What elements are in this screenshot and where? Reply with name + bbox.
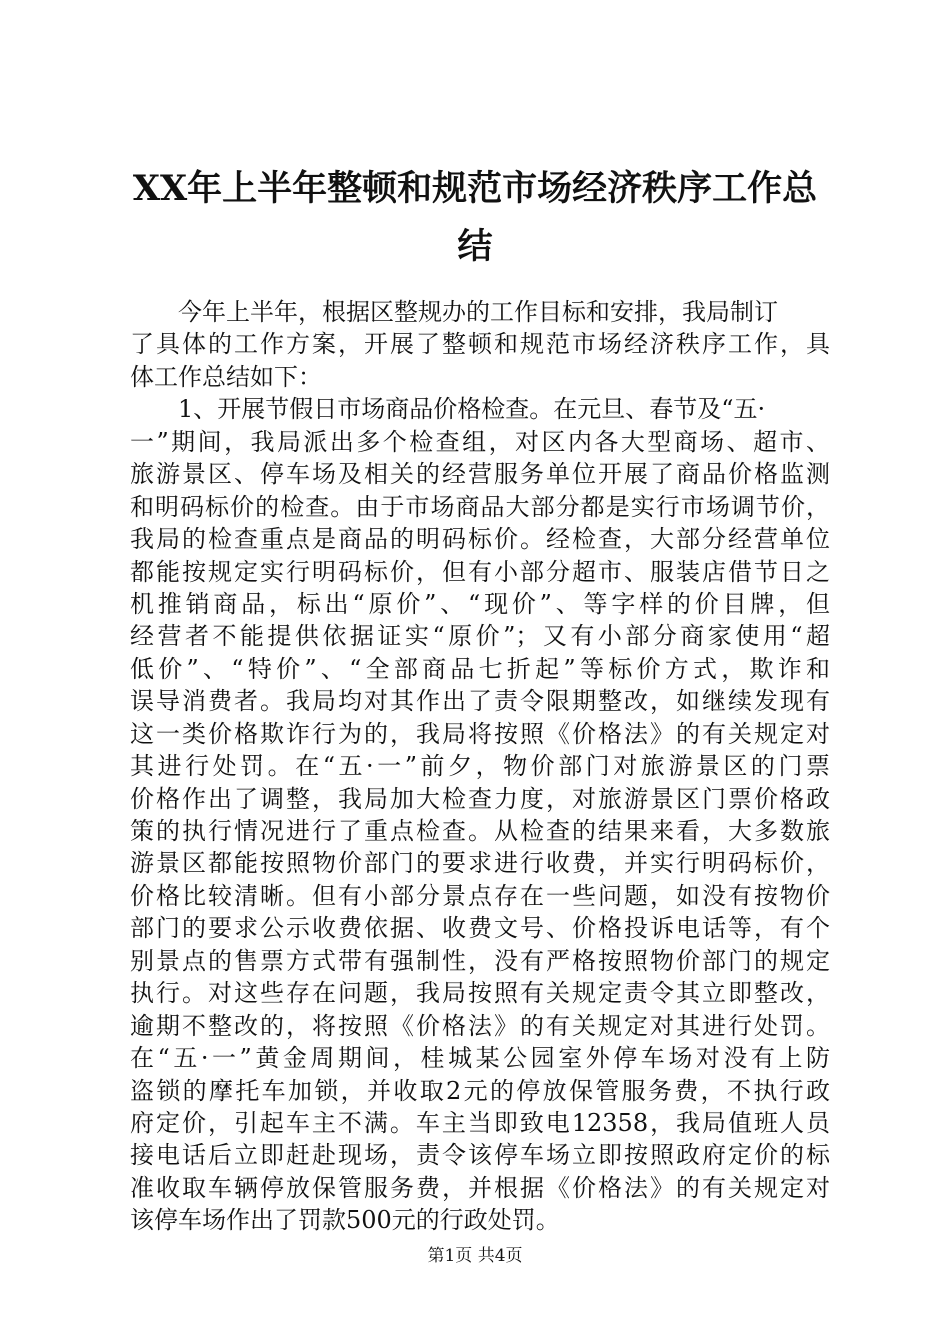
body-line: 1、开展节假日市场商品价格检查。在元旦、春节及“五·	[178, 395, 766, 424]
body-line: 经营者不能提供依据证实“原价”；又有小部分商家使用“超	[130, 622, 830, 651]
page-footer: 第1页 共4页	[427, 1246, 523, 1266]
body-line: 这一类价格欺诈行为的，我局将按照《价格法》的有关规定对	[130, 719, 830, 748]
body-line: 府定价，引起车主不满。车主当即致电12358，我局值班人员	[130, 1108, 830, 1137]
body-line: 体工作总结如下：	[130, 362, 322, 391]
body-line: 执行。对这些存在问题，我局按照有关规定责令其立即整改，	[130, 979, 830, 1008]
body-line: 都能按规定实行明码标价，但有小部分超市、服装店借节日之	[130, 557, 830, 586]
body-line: 价格作出了调整，我局加大检查力度，对旅游景区门票价格政	[130, 784, 830, 813]
body-line: 价格比较清晰。但有小部分景点存在一些问题，如没有按物价	[130, 881, 830, 910]
body-line: 误导消费者。我局均对其作出了责令限期整改，如继续发现有	[130, 687, 830, 716]
body-line: 准收取车辆停放保管服务费，并根据《价格法》的有关规定对	[130, 1173, 830, 1202]
body-line: 在“五·一”黄金周期间，桂城某公园室外停车场对没有上防	[130, 1044, 830, 1073]
body-line: 该停车场作出了罚款500元的行政处罚。	[130, 1206, 560, 1235]
body-line: 其进行处罚。在“五·一”前夕，物价部门对旅游景区的门票	[130, 752, 830, 781]
document-body	[130, 296, 830, 1237]
body-line: 今年上半年，根据区整规办的工作目标和安排，我局制订	[178, 298, 778, 326]
body-line: 别景点的售票方式带有强制性，没有严格按照物价部门的规定	[130, 946, 830, 975]
body-line: 低价”、“特价”、“全部商品七折起”等标价方式，欺诈和	[130, 654, 830, 683]
title-line-1: XX年上半年整顿和规范市场经济秩序工作总	[132, 168, 818, 209]
body-line: 了具体的工作方案，开展了整顿和规范市场经济秩序工作，具	[130, 330, 830, 359]
body-line: 逾期不整改的，将按照《价格法》的有关规定对其进行处罚。	[130, 1011, 830, 1040]
body-line: 和明码标价的检查。由于市场商品大部分都是实行市场调节价，	[130, 492, 830, 521]
body-line: 机推销商品，标出“原价”、“现价”、等字样的价目牌，但	[130, 589, 830, 618]
body-line: 游景区都能按照物价部门的要求进行收费，并实行明码标价，	[130, 849, 830, 878]
body-line: 部门的要求公示收费依据、收费文号、价格投诉电话等，有个	[130, 914, 830, 943]
body-line: 接电话后立即赶赴现场，责令该停车场立即按照政府定价的标	[130, 1141, 830, 1170]
body-line: 盗锁的摩托车加锁，并收取2元的停放保管服务费，不执行政	[130, 1076, 830, 1105]
body-line: 策的执行情况进行了重点检查。从检查的结果来看，大多数旅	[130, 817, 830, 845]
body-line: 一”期间，我局派出多个检查组，对区内各大型商场、超市、	[130, 427, 830, 456]
body-line: 旅游景区、停车场及相关的经营服务单位开展了商品价格监测	[130, 460, 830, 489]
title-line-2: 结	[457, 226, 493, 267]
body-line: 我局的检查重点是商品的明码标价。经检查，大部分经营单位	[130, 525, 830, 554]
document-title	[100, 160, 850, 276]
